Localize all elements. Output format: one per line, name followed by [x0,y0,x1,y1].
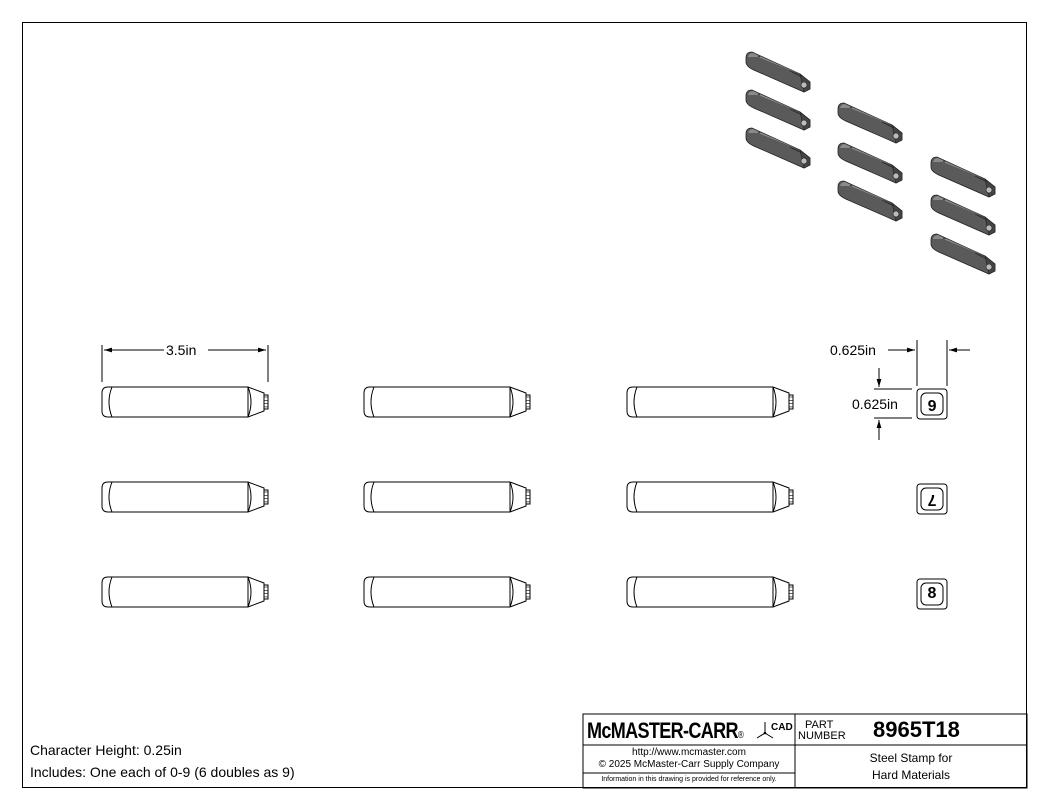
part-number-label-1: PART [805,719,834,731]
logo-text: McMASTER-CARR [587,718,738,743]
length-dimension-label: 3.5in [166,342,197,358]
height-dimension-label: 0.625in [852,396,898,412]
isometric-stamp [931,157,995,197]
cad-label: CAD [771,722,793,733]
width-dimension-label: 0.625in [830,342,876,358]
registered-mark: ® [737,730,744,741]
disclaimer-text: Information in this drawing is provided for reference only. [601,776,777,783]
side-view-stamp [627,577,793,607]
isometric-stamp [746,90,810,130]
side-view-stamp [102,387,268,417]
side-view-stamp [364,482,530,512]
isometric-stamp [931,234,995,274]
includes-note: Includes: One each of 0-9 (6 doubles as 9) [30,764,295,780]
part-number-value: 8965T18 [873,717,960,742]
description-line-1: Steel Stamp for [869,751,953,765]
copyright-text: © 2025 McMaster-Carr Supply Company [598,759,780,770]
isometric-views [746,52,995,274]
company-logo [587,718,743,744]
side-view-stamp [102,577,268,607]
side-view-stamp [102,482,268,512]
isometric-stamp [746,128,810,168]
character-height-note: Character Height: 0.25in [30,742,182,758]
side-view-stamp [364,387,530,417]
website-url[interactable]: http://www.mcmaster.com [632,747,746,758]
drawing-notes [30,739,295,783]
isometric-stamp [931,195,995,235]
part-number-label-2: NUMBER [798,730,846,742]
side-view-stamp [364,577,530,607]
isometric-stamp [838,181,902,221]
description-line-2: Hard Materials [871,768,951,782]
title-block [583,714,1027,788]
end-view-character-7: 7 [927,491,937,508]
side-view-stamp [627,482,793,512]
side-views [102,387,793,607]
end-view-character-6: 6 [927,396,937,413]
isometric-stamp [838,143,902,183]
isometric-stamp [746,52,810,92]
cad-icon [755,719,793,743]
isometric-stamp [838,103,902,143]
end-view-character-8: 8 [927,585,937,602]
side-view-stamp [627,387,793,417]
